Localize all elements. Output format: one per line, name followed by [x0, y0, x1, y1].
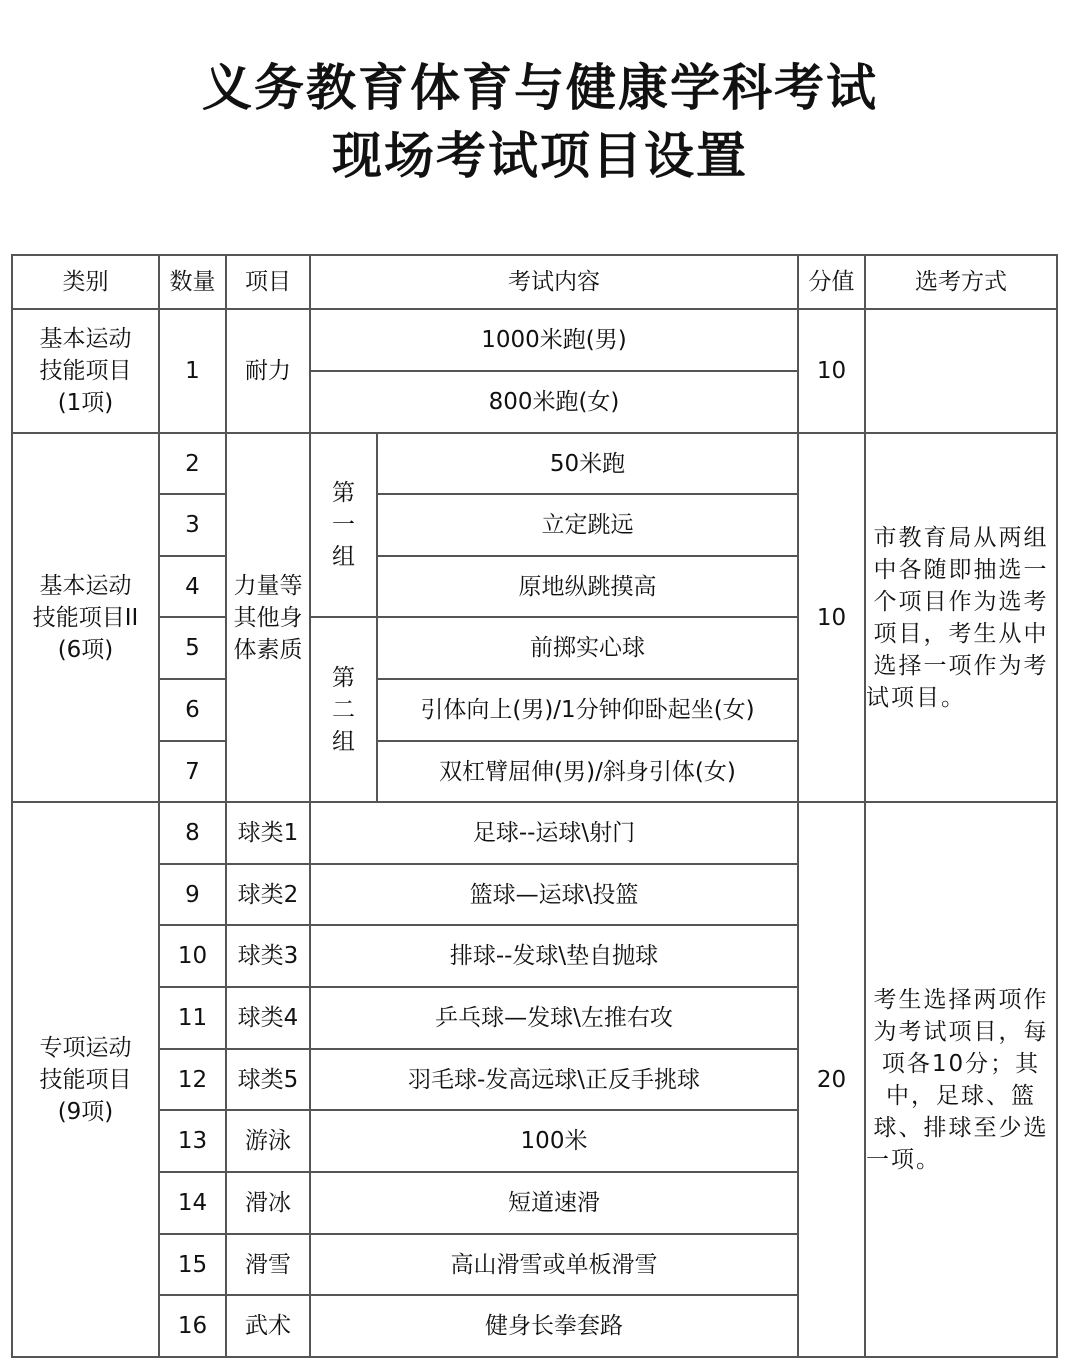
count-cell: 6	[159, 679, 226, 741]
count-cell: 7	[159, 741, 226, 802]
item-cell: 球类5	[226, 1049, 310, 1110]
count-cell: 12	[159, 1049, 226, 1110]
header-count: 数量	[159, 255, 226, 309]
content-cell: 高山滑雪或单板滑雪	[310, 1234, 798, 1295]
score-cell: 10	[798, 433, 865, 802]
content-cell: 乒乓球—发球\左推右攻	[310, 987, 798, 1049]
method-text: 考生选择两项作为考试项目，每项各10分；其中，足球、篮球、排球至少选一项。	[866, 986, 1049, 1173]
category-cell: 基本运动 技能项目 (1项)	[12, 309, 159, 433]
content-cell: 100米	[310, 1110, 798, 1172]
content-cell: 足球--运球\射门	[310, 802, 798, 864]
group-two-cell: 第 二 组	[310, 617, 377, 802]
page-title: 义务教育体育与健康学科考试	[202, 59, 878, 117]
count-cell: 15	[159, 1234, 226, 1295]
table-header-row	[12, 255, 1057, 309]
count-cell: 5	[159, 617, 226, 679]
content-cell: 双杠臂屈伸(男)/斜身引体(女)	[377, 741, 798, 802]
score-cell: 10	[798, 309, 865, 433]
item-cell: 滑冰	[226, 1172, 310, 1234]
count-cell: 16	[159, 1295, 226, 1357]
method-text: 市教育局从两组中各随即抽选一个项目作为选考项目，考生从中选择一项作为考试项目。	[866, 524, 1049, 711]
page-subtitle: 现场考试项目设置	[332, 127, 748, 185]
item-cell: 球类2	[226, 864, 310, 925]
content-cell: 引体向上(男)/1分钟仰卧起坐(女)	[377, 679, 798, 741]
item-cell: 球类3	[226, 925, 310, 987]
count-cell: 14	[159, 1172, 226, 1234]
table-row	[12, 433, 1057, 494]
content-cell: 800米跑(女)	[310, 371, 798, 433]
item-cell: 球类4	[226, 987, 310, 1049]
count-cell: 9	[159, 864, 226, 925]
group-one-cell: 第 一 组	[310, 433, 377, 617]
count-cell: 4	[159, 556, 226, 617]
header-method: 选考方式	[865, 255, 1057, 309]
header-score: 分值	[798, 255, 865, 309]
count-cell: 2	[159, 433, 226, 494]
content-cell: 1000米跑(男)	[310, 309, 798, 371]
count-cell: 8	[159, 802, 226, 864]
count-cell: 11	[159, 987, 226, 1049]
count-cell: 1	[159, 309, 226, 433]
method-cell	[865, 433, 1057, 802]
item-cell: 力量等 其他身 体素质	[226, 433, 310, 802]
header-item: 项目	[226, 255, 310, 309]
content-cell: 前掷实心球	[377, 617, 798, 679]
method-cell-empty	[865, 309, 1057, 433]
item-cell: 游泳	[226, 1110, 310, 1172]
content-cell: 50米跑	[377, 433, 798, 494]
method-cell	[865, 802, 1057, 1357]
category-cell: 专项运动 技能项目 (9项)	[12, 802, 159, 1357]
count-cell: 3	[159, 494, 226, 556]
content-cell: 健身长拳套路	[310, 1295, 798, 1357]
header-content: 考试内容	[310, 255, 798, 309]
content-cell: 原地纵跳摸高	[377, 556, 798, 617]
content-cell: 排球--发球\垫自抛球	[310, 925, 798, 987]
exam-items-table	[11, 254, 1058, 1358]
count-cell: 10	[159, 925, 226, 987]
item-cell: 滑雪	[226, 1234, 310, 1295]
content-cell: 短道速滑	[310, 1172, 798, 1234]
score-cell: 20	[798, 802, 865, 1357]
table-row	[12, 309, 1057, 371]
item-cell: 武术	[226, 1295, 310, 1357]
item-cell: 球类1	[226, 802, 310, 864]
content-cell: 立定跳远	[377, 494, 798, 556]
table-row	[12, 802, 1057, 864]
header-category: 类别	[12, 255, 159, 309]
content-cell: 篮球—运球\投篮	[310, 864, 798, 925]
count-cell: 13	[159, 1110, 226, 1172]
item-cell: 耐力	[226, 309, 310, 433]
category-cell: 基本运动 技能项目II (6项)	[12, 433, 159, 802]
content-cell: 羽毛球-发高远球\正反手挑球	[310, 1049, 798, 1110]
